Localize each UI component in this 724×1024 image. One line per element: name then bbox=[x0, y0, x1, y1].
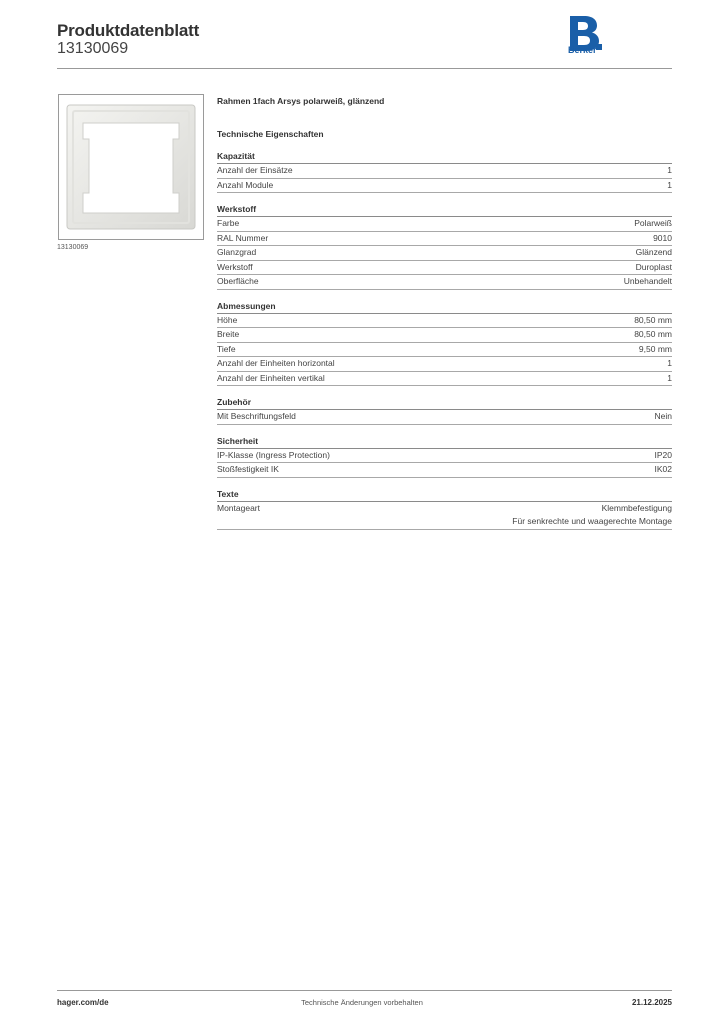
spec-row bbox=[217, 314, 672, 329]
spec-section bbox=[217, 150, 672, 193]
frame-product-icon bbox=[59, 95, 203, 239]
product-number: 13130069 bbox=[57, 40, 129, 57]
spec-row bbox=[217, 328, 672, 343]
spec-label: Farbe bbox=[217, 218, 240, 228]
spec-value-line: 1 bbox=[667, 358, 672, 368]
tech-properties-heading: Technische Eigenschaften bbox=[217, 129, 324, 139]
spec-label: IP-Klasse (Ingress Protection) bbox=[217, 449, 330, 460]
spec-value bbox=[512, 502, 672, 529]
section-title: Abmessungen bbox=[217, 300, 672, 314]
spec-value-line: 1 bbox=[667, 165, 672, 175]
spec-value bbox=[667, 164, 672, 178]
spec-label: Oberfläche bbox=[217, 276, 259, 286]
spec-row bbox=[217, 357, 672, 372]
spec-row bbox=[217, 502, 672, 530]
spec-value-line: Glänzend bbox=[635, 247, 672, 257]
spec-label: Anzahl der Einheiten horizontal bbox=[217, 358, 335, 368]
spec-value bbox=[624, 275, 672, 289]
spec-row bbox=[217, 232, 672, 247]
spec-value bbox=[636, 246, 672, 260]
section-title: Texte bbox=[217, 488, 672, 502]
spec-section bbox=[217, 396, 672, 425]
spec-value bbox=[667, 357, 672, 371]
image-caption: 13130069 bbox=[57, 244, 89, 251]
spec-row bbox=[217, 275, 672, 290]
spec-row bbox=[217, 217, 672, 232]
section-title: Sicherheit bbox=[217, 435, 672, 449]
spec-content bbox=[217, 95, 672, 530]
footer-date: 21.12.2025 bbox=[631, 998, 672, 1007]
spec-value bbox=[634, 328, 672, 342]
spec-row bbox=[217, 449, 672, 464]
spec-value-line: Duroplast bbox=[635, 261, 672, 272]
spec-section bbox=[217, 435, 672, 478]
spec-label: Breite bbox=[217, 329, 240, 339]
spec-label: Glanzgrad bbox=[217, 247, 257, 257]
spec-value-line: Klemmbefestigung bbox=[601, 502, 672, 513]
spec-value-line: 80,50 mm bbox=[634, 329, 672, 339]
spec-label: Mit Beschriftungsfeld bbox=[217, 411, 296, 421]
spec-value-line: 1 bbox=[667, 372, 672, 383]
spec-value bbox=[655, 410, 672, 424]
footer-website: hager.com/de bbox=[57, 998, 109, 1007]
spec-row bbox=[217, 343, 672, 358]
spec-value bbox=[655, 449, 673, 463]
spec-value-line: IK02 bbox=[654, 464, 672, 474]
spec-row bbox=[217, 164, 672, 179]
spec-row bbox=[217, 372, 672, 387]
spec-label: Montageart bbox=[217, 502, 260, 513]
spec-section bbox=[217, 488, 672, 530]
spec-value bbox=[667, 179, 672, 193]
spec-value-line: 80,50 mm bbox=[634, 314, 672, 325]
spec-value bbox=[667, 372, 672, 386]
section-title: Zubehör bbox=[217, 396, 672, 410]
spec-label: RAL Nummer bbox=[217, 232, 269, 243]
footer-divider bbox=[57, 990, 672, 991]
spec-value-line: 9,50 mm bbox=[638, 343, 672, 354]
spec-row bbox=[217, 463, 672, 478]
spec-value-line: 9010 bbox=[653, 232, 672, 243]
spec-value-line: Polarweiß bbox=[634, 218, 672, 228]
spec-row bbox=[217, 410, 672, 425]
spec-label: Anzahl der Einsätze bbox=[217, 165, 293, 175]
spec-label: Tiefe bbox=[217, 343, 236, 354]
section-title: Werkstoff bbox=[217, 203, 672, 217]
spec-section bbox=[217, 203, 672, 290]
spec-section bbox=[217, 300, 672, 387]
spec-label: Höhe bbox=[217, 314, 238, 325]
spec-value bbox=[634, 314, 672, 328]
spec-sections bbox=[217, 150, 672, 530]
header-divider bbox=[57, 68, 672, 69]
page-title: Produktdatenblatt bbox=[57, 21, 200, 40]
spec-value bbox=[655, 463, 673, 477]
spec-row bbox=[217, 179, 672, 194]
spec-value-line: 1 bbox=[667, 179, 672, 190]
product-image bbox=[58, 94, 204, 240]
spec-label: Anzahl der Einheiten vertikal bbox=[217, 372, 325, 383]
spec-label: Stoßfestigkeit IK bbox=[217, 464, 279, 474]
spec-value bbox=[639, 343, 672, 357]
spec-value bbox=[634, 217, 672, 231]
spec-label: Anzahl Module bbox=[217, 179, 274, 190]
brand-name: Berker bbox=[568, 45, 597, 55]
section-title: Kapazität bbox=[217, 150, 672, 164]
spec-row bbox=[217, 261, 672, 276]
spec-value bbox=[653, 232, 672, 246]
spec-value-line: Nein bbox=[654, 411, 672, 421]
spec-row bbox=[217, 246, 672, 261]
spec-value-line: Unbehandelt bbox=[623, 276, 672, 286]
spec-value bbox=[636, 261, 672, 275]
spec-value-line: IP20 bbox=[654, 449, 672, 460]
spec-value-line: Für senkrechte und waagerechte Montage bbox=[512, 516, 672, 526]
product-name: Rahmen 1fach Arsys polarweiß, glänzend bbox=[217, 96, 385, 106]
spec-label: Werkstoff bbox=[217, 261, 253, 272]
footer-note: Technische Änderungen vorbehalten bbox=[301, 998, 423, 1007]
